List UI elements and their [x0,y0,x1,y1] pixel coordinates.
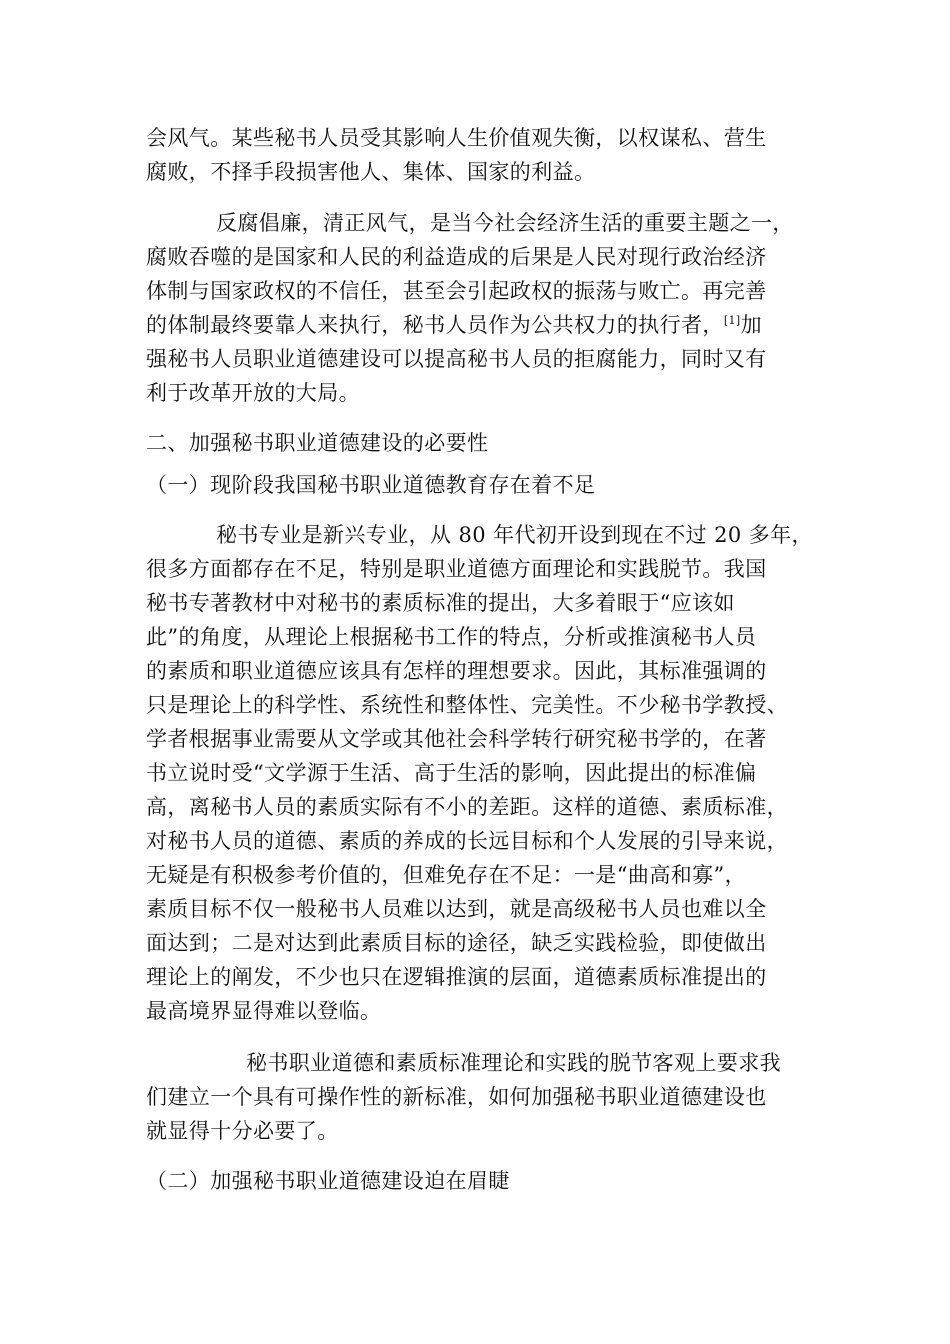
paragraph-3-line-10: 对秘书人员的道德、素质的养成的长远目标和个人发展的引导来说， [146,829,788,853]
paragraph-2-line-3: 体制与国家政权的不信任，甚至会引起政权的振荡与败亡。再完善 [146,279,767,303]
paragraph-3-line-3: 秘书专著教材中对秘书的素质标准的提出，大多着眼于“应该如 [146,591,735,615]
subsection-heading-1: （一）现阶段我国秘书职业道德教育存在着不足 [146,473,596,497]
paragraph-1-line-2: 腐败，不择手段损害他人、集体、国家的利益。 [146,160,596,184]
paragraph-3-line-14: 理论上的阐发，不少也只在逻辑推演的层面，道德素质标准提出的 [146,965,767,989]
subsection-heading-2: （二）加强秘书职业道德建设迫在眉睫 [146,1169,510,1193]
paragraph-3-line-11: 无疑是有积极参考价值的，但难免存在不足：一是“曲高和寡”， [146,863,747,887]
paragraph-2-line-5: 强秘书人员职业道德建设可以提高秘书人员的拒腐能力，同时又有 [146,347,767,371]
paragraph-3-line-5: 的素质和职业道德应该具有怎样的理想要求。因此，其标准强调的 [146,659,767,683]
paragraph-3-line-2: 很多方面都存在不足，特别是职业道德方面理论和实践脱节。我国 [146,557,767,581]
paragraph-2-line-2: 腐败吞噬的是国家和人民的利益造成的后果是人民对现行政治经济 [146,245,767,269]
paragraph-3-line-6: 只是理论上的科学性、系统性和整体性、完美性。不少秘书学教授、 [146,693,788,717]
paragraph-2-line-6: 利于改革开放的大局。 [146,381,360,405]
paragraph-4-line-2: 们建立一个具有可操作性的新标准，如何加强秘书职业道德建设也 [146,1085,767,1109]
paragraph-2-line-1: 反腐倡廉，清正风气，是当今社会经济生活的重要主题之一， [216,211,794,235]
paragraph-3-line-1: 秘书专业是新兴专业，从 80 年代初开设到现在不过 20 多年， [216,523,813,547]
section-heading-2: 二、加强秘书职业道德建设的必要性 [146,431,489,455]
paragraph-3-line-13: 面达到；二是对达到此素质目标的途径，缺乏实践检验，即使做出 [146,931,767,955]
paragraph-2-line-4-text: 的体制最终要靠人来执行，秘书人员作为公共权力的执行者， [146,313,724,337]
paragraph-4-line-1: 秘书职业道德和素质标准理论和实践的脱节客观上要求我 [246,1051,781,1075]
paragraph-3-line-9: 高，离秘书人员的素质实际有不小的差距。这样的道德、素质标准， [146,795,788,819]
citation-1: [1] [723,314,741,327]
paragraph-2-line-4-tail: 加 [740,313,763,337]
paragraph-3-line-7: 学者根据事业需要从文学或其他社会科学转行研究秘书学的，在著 [146,727,767,751]
paragraph-3-line-4: 此”的角度，从理论上根据秘书工作的特点，分析或推演秘书人员 [146,625,757,649]
paragraph-1-line-1: 会风气。某些秘书人员受其影响人生价值观失衡，以权谋私、营生 [146,126,767,150]
paragraph-2-line-4 [146,312,762,338]
paragraph-3-line-15: 最高境界显得难以登临。 [146,999,382,1023]
paragraph-4-line-3: 就显得十分必要了。 [146,1119,339,1143]
paragraph-3-line-12: 素质目标不仅一般秘书人员难以达到，就是高级秘书人员也难以全 [146,897,767,921]
paragraph-3-line-8: 书立说时受“文学源于生活、高于生活的影响，因此提出的标准偏 [146,761,757,785]
